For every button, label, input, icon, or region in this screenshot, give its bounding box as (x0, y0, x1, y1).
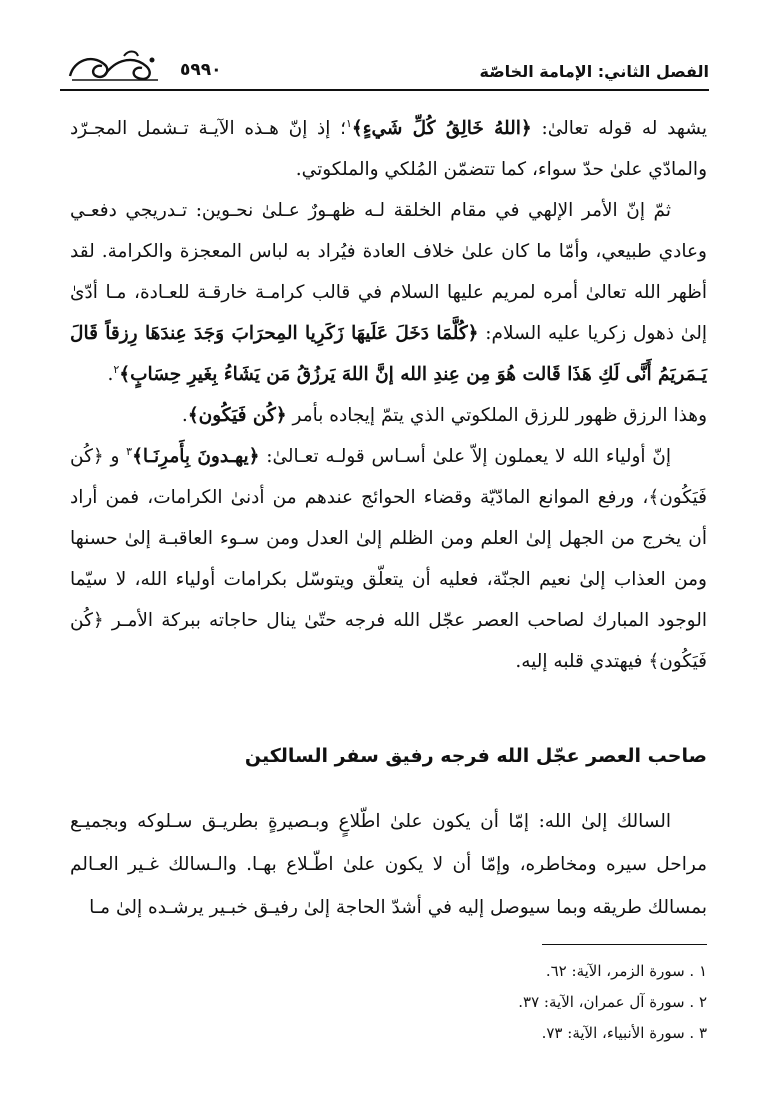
paragraph (70, 395, 707, 436)
footnote: ١ . سورة الزمر، الآية: ٦٢. (545, 962, 707, 980)
text-run: ؛ إذ إنّ هـذه الآيـة تـشمل المجـرّد والمادّي علىٰ حدّ سواء، كما تتضمّن المُلكي والملكوتي. (70, 118, 707, 180)
footnote-divider (542, 944, 707, 945)
chapter-title: الفصل الثاني: الإمامة الخاصّة (479, 62, 709, 81)
section-text (70, 800, 707, 929)
ornament-icon (64, 46, 164, 88)
text-run: ثمّ إنّ الأمر الإلهي في مقام الخلقة لـه ظهـورٌ عـلىٰ نحـوين: تـدريجي دفعـي وعادي طبيعي، وأمّا ما كان علىٰ خلاف العادة فيُراد به لباس المعجزة والكرامة. لقد أظهر الله تعالىٰ أمره لمريم عليها السلام في قالب كرامـة خارقـة للعـادة، مـا أدّىٰ إلىٰ ذهول زكريا عليه السلام: (70, 200, 707, 344)
text-run: . (181, 405, 188, 426)
text-run: و ﴿كُن فَيَكُون﴾، ورفع الموانع المادّيّة وقضاء الحوائج عندهم من أدنىٰ الكرامات، فمن أراد أن يخرج من الجهل إلىٰ العلم ومن الظلم إلىٰ العدل ومن سـوء العاقبـة إلىٰ حسنها ومن العذاب إلىٰ نعيم الجنّة، فعليه أن يتعلّق ويتوسّل بكرامات أولياء الله، لا سيّما الوجود المبارك لصاحب العصر عجّل الله فرجه حتّىٰ ينال حاجاته ببركة الأمـر ﴿كُن فَيَكُون﴾ فيهتدي قلبه إليه. (70, 446, 707, 672)
quran-verse: ﴿يهـدونَ بِأَمرِنَـا﴾ (132, 446, 260, 467)
text-run: وهذا الرزق ظهور للرزق الملكوتي الذي يتمّ إيجاده بأمر (286, 405, 707, 426)
text-run: . (107, 364, 114, 385)
footnote: ٣ . سورة الأنبياء، الآية: ٧٣. (541, 1024, 707, 1042)
header-divider (60, 89, 709, 91)
footnotes (300, 956, 707, 1049)
footnote-ref[interactable]: ١ (346, 116, 352, 130)
quran-verse: ﴿اللهُ خَالِقُ كُلِّ شَيءٍ﴾ (351, 118, 532, 139)
main-text (70, 108, 707, 682)
quran-verse: ﴿كُن فَيَكُون﴾ (187, 405, 287, 426)
footnote: ٢ . سورة آل عمران، الآية: ٣٧. (518, 993, 707, 1011)
footnote-ref[interactable]: ٣ (126, 444, 133, 458)
page-number: ٥٩٩٠ (180, 60, 222, 80)
quran-verse: ﴿كُلَّمَا دَخَلَ عَلَيهَا زَكَرِيا المِحرَابَ وَجَدَ عِندَهَا رِزقاً قَالَ يَـمَريَمُ أَنَّى لَكِ هَذَا قَالت هُوَ مِن عِندِ الله إنَّ اللهَ يَرزُقُ مَن يَشَاءُ بِغَيرِ حِسَابٍ﴾ (70, 323, 707, 385)
paragraph: السالك إلىٰ الله: إمّا أن يكون علىٰ اطّلاعٍ وبـصيرةٍ بطريـق سـلوكه وبجميـع مراحل سيره ومخاطره، وإمّا أن لا يكون علىٰ اطّـلاع بهـا. والـسالك غـير العـالم بمسالك طريقه وبما سيوصل إليه في أشدّ الحاجة إلىٰ رفيـق خبـير يرشـده إلىٰ مـا (70, 811, 707, 918)
paragraph (70, 108, 707, 190)
page-header (60, 40, 709, 88)
text-run: إنّ أولياء الله لا يعملون إلاّ علىٰ أسـاس قولـه تعـالىٰ: (259, 446, 671, 467)
paragraph (70, 190, 707, 395)
paragraph (70, 436, 707, 682)
footnote-ref[interactable]: ٢ (113, 362, 120, 376)
text-run: يشهد له قوله تعالىٰ: (531, 118, 707, 139)
section-heading: صاحب العصر عجّل الله فرجه رفيق سفر السالكين (244, 745, 707, 767)
